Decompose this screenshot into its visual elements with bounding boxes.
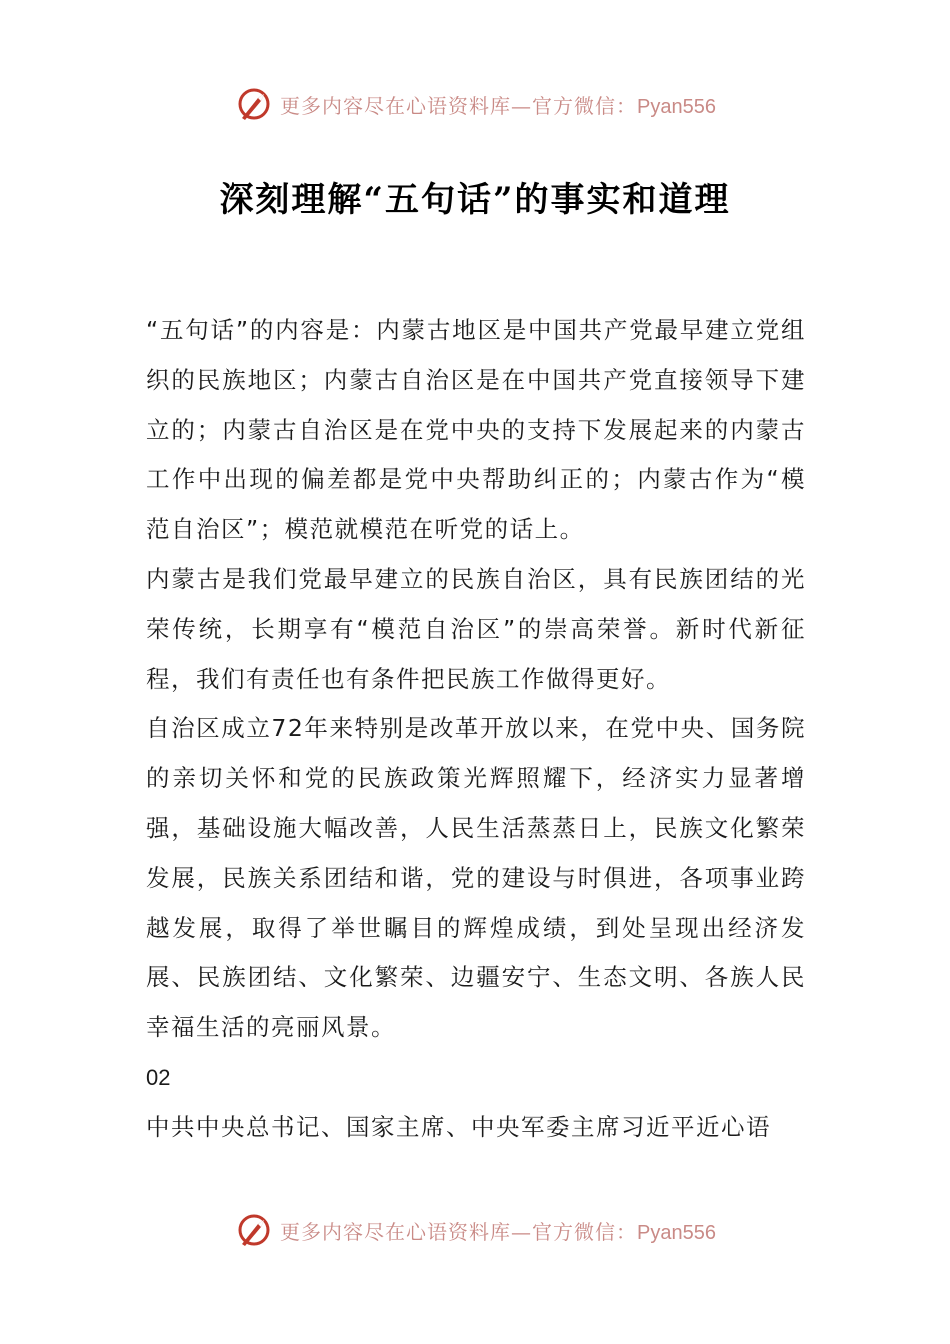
paragraph: 内蒙古是我们党最早建立的民族自治区，具有民族团结的光荣传统，长期享有“模范自治区”的崇高荣誉。新时代新征程，我们有责任也有条件把民族工作做得更好。 (146, 564, 806, 693)
document-body (146, 306, 806, 1153)
paragraph: 中共中央总书记、国家主席、中央军委主席习近平近心语 (146, 1112, 771, 1141)
header-banner (0, 84, 950, 124)
pen-nib-logo-icon (234, 1210, 274, 1250)
section-number: 02 (146, 1064, 171, 1090)
banner-text: 更多内容尽在心语资料库—官方微信：Pyan556 (280, 1219, 716, 1244)
wechat-id: Pyan556 (637, 1221, 716, 1244)
wechat-id: Pyan556 (637, 95, 716, 118)
page-title: 深刻理解“五句话”的事实和道理 (219, 180, 731, 220)
paragraph: “五句话”的内容是：内蒙古地区是中国共产党最早建立党组织的民族地区；内蒙古自治区是在中国共产党直接领导下建立的；内蒙古自治区是在党中央的支持下发展起来的内蒙古工作中出现的偏差都是党中央帮助纠正的；内蒙古作为“模范自治区”；模范就模范在听党的话上。 (146, 316, 806, 544)
paragraph: 自治区成立72年来特别是改革开放以来，在党中央、国务院的亲切关怀和党的民族政策光辉照耀下，经济实力显著增强，基础设施大幅改善，人民生活蒸蒸日上，民族文化繁荣发展，民族关系团结和谐，党的建设与时俱进，各项事业跨越发展，取得了举世瞩目的辉煌成绩，到处呈现出经济发展、民族团结、文化繁荣、边疆安宁、生态文明、各族人民幸福生活的亮丽风景。 (146, 714, 806, 1042)
footer-banner (0, 1210, 950, 1250)
pen-nib-logo-icon (234, 84, 274, 124)
banner-text: 更多内容尽在心语资料库—官方微信：Pyan556 (280, 93, 716, 118)
